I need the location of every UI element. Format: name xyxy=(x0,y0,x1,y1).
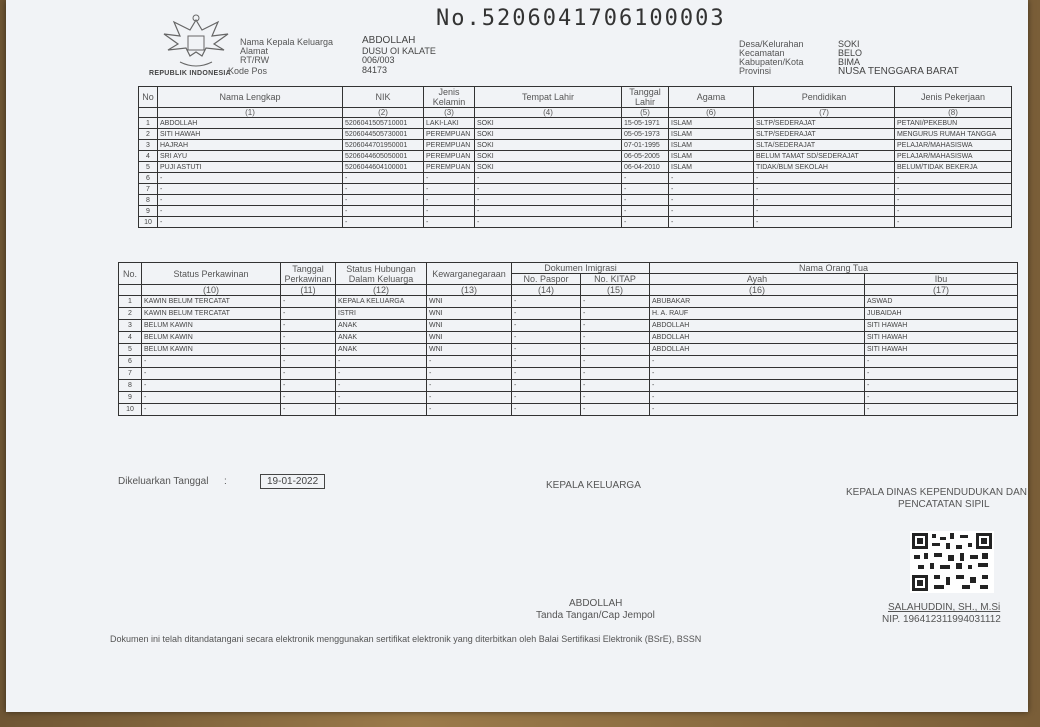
passport-number: - xyxy=(512,320,581,332)
status-table xyxy=(118,262,1018,416)
education: - xyxy=(754,173,895,184)
education: TIDAK/BLM SEKOLAH xyxy=(754,162,895,173)
father-name: - xyxy=(650,404,865,416)
family-relation: - xyxy=(336,356,427,368)
citizenship: - xyxy=(427,380,512,392)
row-number: 6 xyxy=(119,356,142,368)
header-right-label-0: Desa/Kelurahan xyxy=(739,39,804,49)
row-number: 8 xyxy=(139,195,158,206)
table-row xyxy=(139,217,1012,228)
member-name: PUJI ASTUTI xyxy=(158,162,343,173)
header-right-label-2: Kabupaten/Kota xyxy=(739,57,804,67)
marital-status: KAWIN BELUM TERCATAT xyxy=(142,296,281,308)
nik: 5206044505730001 xyxy=(343,129,424,140)
signer-name: ABDOLLAH xyxy=(569,598,623,609)
family-relation: ANAK xyxy=(336,344,427,356)
col-header-mother: Ibu xyxy=(865,274,1018,285)
education: SLTP/SEDERAJAT xyxy=(754,129,895,140)
gender: - xyxy=(424,173,475,184)
education: SLTA/SEDERAJAT xyxy=(754,140,895,151)
family-relation: ISTRI xyxy=(336,308,427,320)
birthdate: - xyxy=(622,217,669,228)
document-number: No.5206041706100003 xyxy=(436,6,726,31)
nik: 5206044605050001 xyxy=(343,151,424,162)
mother-name: - xyxy=(865,392,1018,404)
signer-caption: Tanda Tangan/Cap Jempol xyxy=(536,610,655,621)
header-right-label-1: Kecamatan xyxy=(739,48,785,58)
gender: - xyxy=(424,195,475,206)
marital-status: - xyxy=(142,368,281,380)
education: - xyxy=(754,195,895,206)
col-num: (12) xyxy=(336,285,427,296)
passport-number: - xyxy=(512,380,581,392)
member-name: - xyxy=(158,195,343,206)
row-number: 4 xyxy=(119,332,142,344)
row-number: 2 xyxy=(139,129,158,140)
address-value: DUSU OI KALATE xyxy=(362,46,436,56)
province-value: NUSA TENGGARA BARAT xyxy=(838,66,959,77)
col-num: (8) xyxy=(895,108,1012,118)
gender: - xyxy=(424,206,475,217)
col-num xyxy=(119,285,142,296)
mother-name: ASWAD xyxy=(865,296,1018,308)
father-name: - xyxy=(650,392,865,404)
row-number: 9 xyxy=(119,392,142,404)
col-header-immigration: Dokumen Imigrasi xyxy=(512,263,650,274)
col-header-passport: No. Paspor xyxy=(512,274,581,285)
family-relation: KEPALA KELUARGA xyxy=(336,296,427,308)
table-row xyxy=(119,392,1018,404)
father-name: H. A. RAUF xyxy=(650,308,865,320)
passport-number: - xyxy=(512,368,581,380)
regency-value: BIMA xyxy=(838,57,861,67)
marriage-date: - xyxy=(281,380,336,392)
marriage-date: - xyxy=(281,356,336,368)
col-header-no: No xyxy=(139,87,158,108)
occupation: - xyxy=(895,206,1012,217)
father-name: ABUBAKAR xyxy=(650,296,865,308)
education: - xyxy=(754,217,895,228)
nik: 5206044701950001 xyxy=(343,140,424,151)
qr-code-icon xyxy=(910,531,994,593)
col-num: (6) xyxy=(669,108,754,118)
passport-number: - xyxy=(512,308,581,320)
passport-number: - xyxy=(512,392,581,404)
citizenship: WNI xyxy=(427,296,512,308)
religion: ISLAM xyxy=(669,129,754,140)
col-header-marital: Status Perkawinan xyxy=(142,263,281,285)
table-row xyxy=(119,368,1018,380)
header-left-label-2: RT/RW xyxy=(240,55,270,65)
nik: 5206041505710001 xyxy=(343,118,424,129)
family-relation: - xyxy=(336,368,427,380)
table-row xyxy=(119,356,1018,368)
member-name: SITI HAWAH xyxy=(158,129,343,140)
citizenship: WNI xyxy=(427,332,512,344)
table-row xyxy=(119,404,1018,416)
postal-code-value: 84173 xyxy=(362,65,388,75)
issued-separator: : xyxy=(224,476,227,487)
row-number: 8 xyxy=(119,380,142,392)
passport-number: - xyxy=(512,296,581,308)
birthplace: - xyxy=(475,184,622,195)
birthdate: 15-05-1971 xyxy=(622,118,669,129)
gender: LAKI-LAKI xyxy=(424,118,475,129)
education: - xyxy=(754,184,895,195)
birthplace: - xyxy=(475,173,622,184)
marital-status: - xyxy=(142,404,281,416)
table-row xyxy=(139,173,1012,184)
marriage-date: - xyxy=(281,332,336,344)
kitap-number: - xyxy=(581,296,650,308)
religion: - xyxy=(669,184,754,195)
col-header-occupation: Jenis Pekerjaan xyxy=(895,87,1012,108)
col-header-citizenship: Kewarganegaraan xyxy=(427,263,512,285)
family-relation: - xyxy=(336,404,427,416)
mother-name: - xyxy=(865,380,1018,392)
col-header-birthdate: Tanggal Lahir xyxy=(622,87,669,108)
kitap-number: - xyxy=(581,368,650,380)
occupation: - xyxy=(895,217,1012,228)
row-number: 7 xyxy=(139,184,158,195)
marriage-date: - xyxy=(281,308,336,320)
table-row xyxy=(139,195,1012,206)
father-name: ABDOLLAH xyxy=(650,332,865,344)
occupation: PELAJAR/MAHASISWA xyxy=(895,140,1012,151)
occupation: - xyxy=(895,184,1012,195)
col-header-parents: Nama Orang Tua xyxy=(650,263,1018,274)
marital-status: BELUM KAWIN xyxy=(142,320,281,332)
gender: - xyxy=(424,184,475,195)
education: - xyxy=(754,206,895,217)
family-relation: - xyxy=(336,392,427,404)
religion: - xyxy=(669,173,754,184)
religion: ISLAM xyxy=(669,118,754,129)
kitap-number: - xyxy=(581,356,650,368)
birthplace: - xyxy=(475,195,622,206)
col-header-relation: Status Hubungan Dalam Keluarga xyxy=(336,263,427,285)
citizenship: WNI xyxy=(427,320,512,332)
official-nip: NIP. 196412311994031112 xyxy=(882,614,1001,625)
head-of-family-value: ABDOLLAH xyxy=(362,35,416,46)
birthplace: SOKI xyxy=(475,151,622,162)
col-num: (14) xyxy=(512,285,581,296)
citizenship: WNI xyxy=(427,308,512,320)
table-row xyxy=(139,162,1012,173)
mother-name: SITI HAWAH xyxy=(865,320,1018,332)
row-number: 5 xyxy=(119,344,142,356)
marital-status: - xyxy=(142,356,281,368)
marital-status: BELUM KAWIN xyxy=(142,332,281,344)
col-num: (16) xyxy=(650,285,865,296)
col-num: (2) xyxy=(343,108,424,118)
religion: - xyxy=(669,206,754,217)
gender: PEREMPUAN xyxy=(424,129,475,140)
member-name: HAJRAH xyxy=(158,140,343,151)
agency-title-line1: KEPALA DINAS KEPENDUDUKAN DAN xyxy=(846,487,1027,498)
col-num: (7) xyxy=(754,108,895,118)
gender: PEREMPUAN xyxy=(424,151,475,162)
marital-status: - xyxy=(142,380,281,392)
member-name: - xyxy=(158,184,343,195)
birthdate: 07-01-1995 xyxy=(622,140,669,151)
table-row xyxy=(139,206,1012,217)
country-label: REPUBLIK INDONESIA xyxy=(149,70,232,77)
mother-name: - xyxy=(865,356,1018,368)
col-num: (5) xyxy=(622,108,669,118)
kitap-number: - xyxy=(581,380,650,392)
passport-number: - xyxy=(512,332,581,344)
father-name: ABDOLLAH xyxy=(650,320,865,332)
nik: - xyxy=(343,173,424,184)
occupation: MENGURUS RUMAH TANGGA xyxy=(895,129,1012,140)
col-header-birthplace: Tempat Lahir xyxy=(475,87,622,108)
mother-name: - xyxy=(865,368,1018,380)
family-relation: - xyxy=(336,380,427,392)
row-number: 2 xyxy=(119,308,142,320)
kitap-number: - xyxy=(581,392,650,404)
birthdate: 06-04-2010 xyxy=(622,162,669,173)
table-row xyxy=(119,320,1018,332)
row-number: 7 xyxy=(119,368,142,380)
father-name: - xyxy=(650,368,865,380)
passport-number: - xyxy=(512,404,581,416)
kitap-number: - xyxy=(581,344,650,356)
member-name: - xyxy=(158,173,343,184)
row-number: 1 xyxy=(119,296,142,308)
citizenship: - xyxy=(427,356,512,368)
table-row xyxy=(139,129,1012,140)
col-header-marriage-date: Tanggal Perkawinan xyxy=(281,263,336,285)
col-num: (1) xyxy=(158,108,343,118)
header-left-label-1: Alamat xyxy=(240,46,269,56)
birthdate: - xyxy=(622,173,669,184)
occupation: BELUM/TIDAK BEKERJA xyxy=(895,162,1012,173)
gender: - xyxy=(424,217,475,228)
marriage-date: - xyxy=(281,320,336,332)
row-number: 3 xyxy=(119,320,142,332)
mother-name: SITI HAWAH xyxy=(865,344,1018,356)
member-name: ABDOLLAH xyxy=(158,118,343,129)
occupation: - xyxy=(895,195,1012,206)
agency-title-line2: PENCATATAN SIPIL xyxy=(898,499,990,510)
members-table xyxy=(138,86,1012,228)
table-row xyxy=(119,308,1018,320)
col-header-father: Ayah xyxy=(650,274,865,285)
col-header-education: Pendidikan xyxy=(754,87,895,108)
birthdate: 06-05-2005 xyxy=(622,151,669,162)
kitap-number: - xyxy=(581,320,650,332)
table-row xyxy=(119,380,1018,392)
header-left-label-3: Kode Pos xyxy=(228,66,268,76)
status-table-body xyxy=(119,296,1018,416)
col-header-no2: No. xyxy=(119,263,142,285)
col-num: (11) xyxy=(281,285,336,296)
birthplace: SOKI xyxy=(475,118,622,129)
table-row xyxy=(139,151,1012,162)
mother-name: SITI HAWAH xyxy=(865,332,1018,344)
village-value: SOKI xyxy=(838,39,860,49)
head-of-family-caption: KEPALA KELUARGA xyxy=(546,480,641,491)
col-num: (4) xyxy=(475,108,622,118)
religion: ISLAM xyxy=(669,140,754,151)
marriage-date: - xyxy=(281,368,336,380)
issued-label: Dikeluarkan Tanggal xyxy=(118,476,209,487)
gender: PEREMPUAN xyxy=(424,140,475,151)
birthplace: - xyxy=(475,217,622,228)
col-num xyxy=(139,108,158,118)
table-row xyxy=(139,118,1012,129)
col-num: (10) xyxy=(142,285,281,296)
col-header-kitap: No. KITAP xyxy=(581,274,650,285)
occupation: PETANI/PEKEBUN xyxy=(895,118,1012,129)
marriage-date: - xyxy=(281,404,336,416)
religion: ISLAM xyxy=(669,162,754,173)
row-number: 1 xyxy=(139,118,158,129)
kitap-number: - xyxy=(581,308,650,320)
member-name: SRI AYU xyxy=(158,151,343,162)
marriage-date: - xyxy=(281,344,336,356)
col-num: (13) xyxy=(427,285,512,296)
marital-status: - xyxy=(142,392,281,404)
table-row xyxy=(139,184,1012,195)
district-value: BELO xyxy=(838,48,863,58)
row-number: 10 xyxy=(139,217,158,228)
marital-status: KAWIN BELUM TERCATAT xyxy=(142,308,281,320)
family-relation: ANAK xyxy=(336,332,427,344)
marriage-date: - xyxy=(281,296,336,308)
official-name: SALAHUDDIN, SH., M.Si xyxy=(888,602,1001,613)
electronic-signature-disclaimer: Dokumen ini telah ditandatangani secara elektronik menggunakan sertifikat elektronik yang diterbitkan oleh Balai Sertifikasi Elektronik (BSrE), BSSN xyxy=(110,634,702,644)
row-number: 10 xyxy=(119,404,142,416)
birthdate: - xyxy=(622,184,669,195)
mother-name: - xyxy=(865,404,1018,416)
row-number: 4 xyxy=(139,151,158,162)
citizenship: WNI xyxy=(427,344,512,356)
gender: PEREMPUAN xyxy=(424,162,475,173)
citizenship: - xyxy=(427,368,512,380)
table-row xyxy=(139,140,1012,151)
table-row xyxy=(119,344,1018,356)
header-right-label-3: Provinsi xyxy=(739,66,772,76)
occupation: - xyxy=(895,173,1012,184)
header-left-label-0: Nama Kepala Keluarga xyxy=(240,37,334,47)
marital-status: BELUM KAWIN xyxy=(142,344,281,356)
birthplace: SOKI xyxy=(475,162,622,173)
father-name: - xyxy=(650,356,865,368)
education: SLTP/SEDERAJAT xyxy=(754,118,895,129)
education: BELUM TAMAT SD/SEDERAJAT xyxy=(754,151,895,162)
row-number: 5 xyxy=(139,162,158,173)
col-num: (3) xyxy=(424,108,475,118)
birthplace: SOKI xyxy=(475,140,622,151)
religion: - xyxy=(669,217,754,228)
marriage-date: - xyxy=(281,392,336,404)
citizenship: - xyxy=(427,404,512,416)
kitap-number: - xyxy=(581,404,650,416)
row-number: 9 xyxy=(139,206,158,217)
members-table-body xyxy=(139,118,1012,228)
family-card-document xyxy=(6,0,1028,712)
table-row xyxy=(119,296,1018,308)
garuda-emblem-icon xyxy=(154,12,238,74)
rtrw-value: 006/003 xyxy=(362,55,395,65)
nik: - xyxy=(343,184,424,195)
kitap-number: - xyxy=(581,332,650,344)
col-num: (17) xyxy=(865,285,1018,296)
passport-number: - xyxy=(512,344,581,356)
member-name: - xyxy=(158,206,343,217)
birthplace: - xyxy=(475,206,622,217)
member-name: - xyxy=(158,217,343,228)
father-name: - xyxy=(650,380,865,392)
religion: ISLAM xyxy=(669,151,754,162)
nik: 5206044604100001 xyxy=(343,162,424,173)
occupation: PELAJAR/MAHASISWA xyxy=(895,151,1012,162)
issued-date: 19-01-2022 xyxy=(260,474,325,489)
birthdate: - xyxy=(622,206,669,217)
col-header-gender: Jenis Kelamin xyxy=(424,87,475,108)
nik: - xyxy=(343,195,424,206)
father-name: ABDOLLAH xyxy=(650,344,865,356)
birthdate: - xyxy=(622,195,669,206)
citizenship: - xyxy=(427,392,512,404)
col-num: (15) xyxy=(581,285,650,296)
row-number: 3 xyxy=(139,140,158,151)
col-header-name: Nama Lengkap xyxy=(158,87,343,108)
col-header-nik: NIK xyxy=(343,87,424,108)
birthplace: SOKI xyxy=(475,129,622,140)
religion: - xyxy=(669,195,754,206)
passport-number: - xyxy=(512,356,581,368)
birthdate: 05-05-1973 xyxy=(622,129,669,140)
nik: - xyxy=(343,206,424,217)
mother-name: JUBAIDAH xyxy=(865,308,1018,320)
row-number: 6 xyxy=(139,173,158,184)
table-row xyxy=(119,332,1018,344)
col-header-religion: Agama xyxy=(669,87,754,108)
family-relation: ANAK xyxy=(336,320,427,332)
nik: - xyxy=(343,217,424,228)
